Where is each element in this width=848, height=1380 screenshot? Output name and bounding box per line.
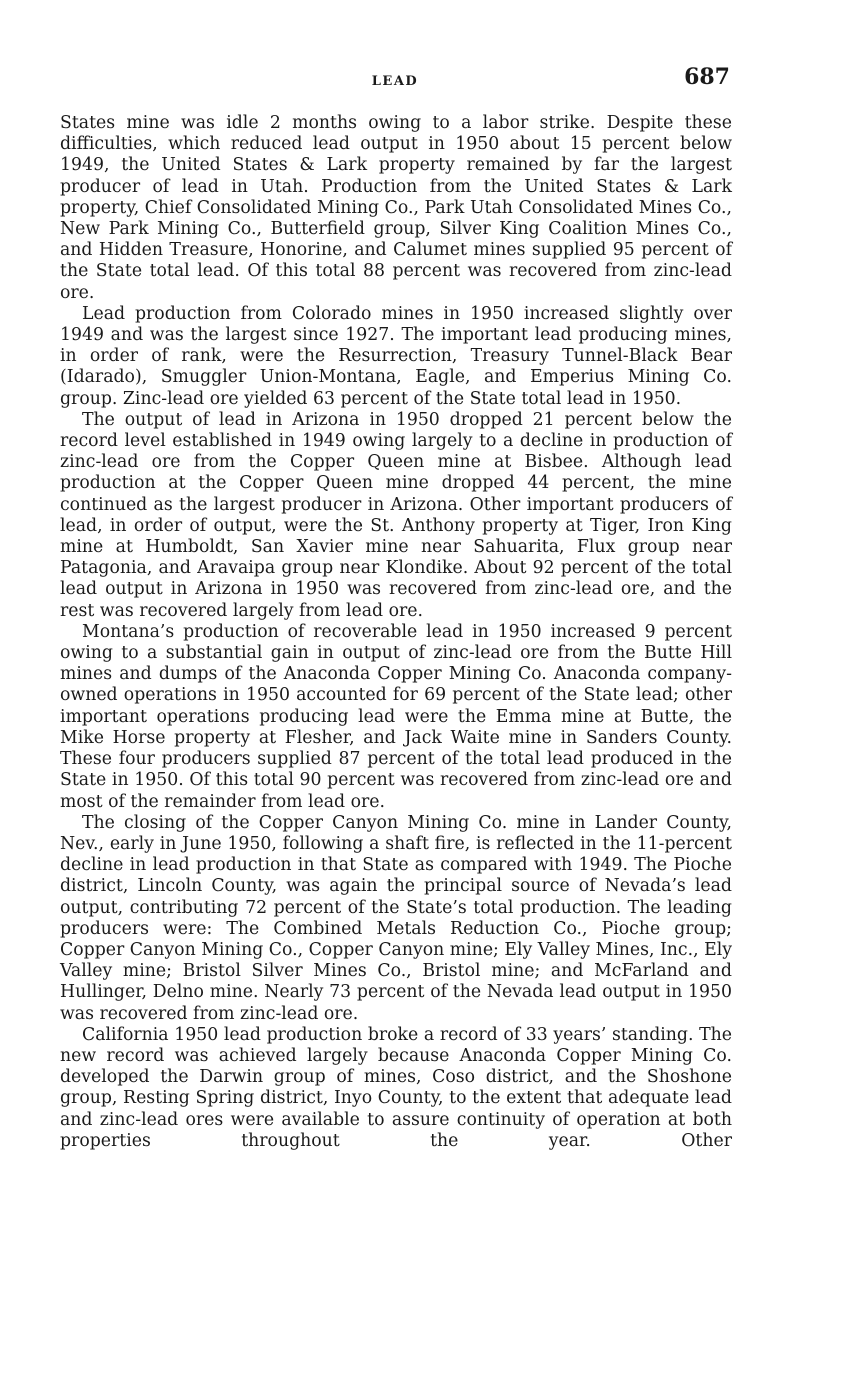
paragraph-colorado: Lead production from Colorado mines in 1950 increased slightly over 1949 and was the largest since 1927. The important lead producing mines, in order of rank, were the Resurrection, Treasury Tunnel-Black Bear (Idarado), Smuggler Union-Montana, Eagle, and Emperius Mining Co. group. Zinc-lead ore yielded 63 percent of the State total lead in 1950. [60,303,732,409]
paragraph-arizona: The output of lead in Arizona in 1950 dropped 21 percent below the record level established in 1949 owing largely to a decline in production of zinc-lead ore from the Copper Queen mine at Bisbee. Although lead production at the Copper Queen mine dropped 44 percent, the mine continued as the largest producer in Arizona. Other important producers of lead, in order of output, were the St. Anthony property at Tiger, Iron King mine at Humboldt, San Xavier mine near Sahuarita, Flux group near Patagonia, and Aravaipa group near Klondike. About 92 percent of the total lead output in Arizona in 1950 was recovered from zinc-lead ore, and the rest was recovered largely from lead ore. [60,409,732,621]
page-number: 687 [684,64,730,90]
running-head-title: LEAD [371,74,419,89]
body-text [60,113,732,1152]
running-head [60,64,730,98]
paragraph-montana: Montana’s production of recoverable lead in 1950 increased 9 percent owing to a substantial gain in output of zinc-lead ore from the Butte Hill mines and dumps of the Anaconda Copper Mining Co. Anaconda company-owned operations in 1950 accounted for 69 percent of the State lead; other important operations producing lead were the Emma mine at Butte, the Mike Horse property at Flesher, and Jack Waite mine in Sanders County. These four producers supplied 87 percent of the total lead produced in the State in 1950. Of this total 90 percent was recovered from zinc-lead ore and most of the remainder from lead ore. [60,621,732,812]
paragraph-nevada: The closing of the Copper Canyon Mining Co. mine in Lander County, Nev., early in June 1950, following a shaft fire, is reflected in the 11-percent decline in lead production in that State as compared with 1949. The Pioche district, Lincoln County, was again the principal source of Nevada’s lead output, contributing 72 percent of the State’s total production. The leading producers were: The Combined Metals Reduction Co., Pioche group; Copper Canyon Mining Co., Copper Canyon mine; Ely Valley Mines, Inc., Ely Valley mine; Bristol Silver Mines Co., Bristol mine; and McFarland and Hullinger, Delno mine. Nearly 73 percent of the Nevada lead output in 1950 was recovered from zinc-lead ore. [60,812,732,1024]
paragraph-utah-continued: States mine was idle 2 months owing to a labor strike. Despite these difficulties, which reduced lead output in 1950 about 15 percent below 1949, the United States & Lark property remained by far the largest producer of lead in Utah. Production from the United States & Lark property, Chief Consolidated Mining Co., Park Utah Consolidated Mines Co., New Park Mining Co., Butterfield group, Silver King Coalition Mines Co., and Hidden Treasure, Honorine, and Calumet mines supplied 95 percent of the State total lead. Of this total 88 percent was recovered from zinc-lead ore. [60,113,732,303]
paragraph-california: California 1950 lead production broke a record of 33 years’ standing. The new record was achieved largely because Anaconda Copper Mining Co. developed the Darwin group of mines, Coso district, and the Shoshone group, Resting Spring district, Inyo County, to the extent that adequate lead and zinc-lead ores were available to assure continuity of operation at both properties throughout the year. Other [60,1024,732,1151]
